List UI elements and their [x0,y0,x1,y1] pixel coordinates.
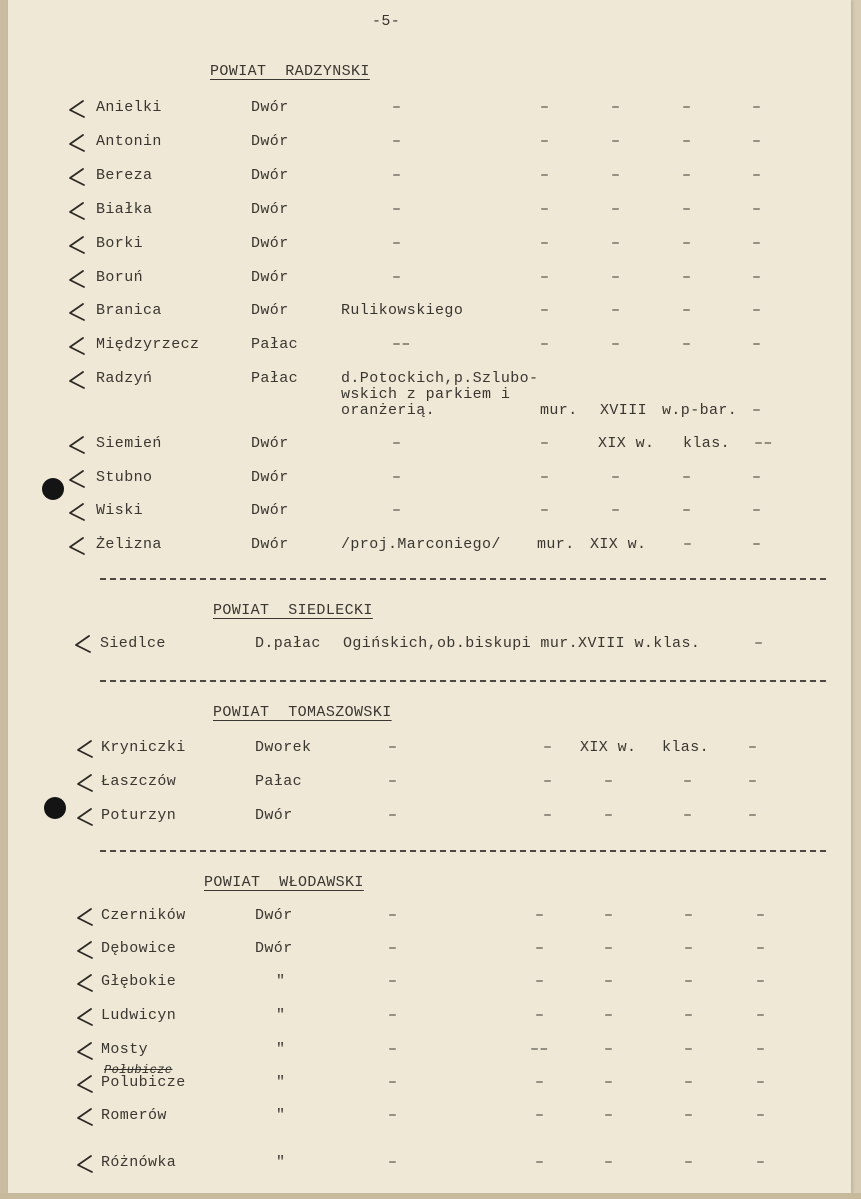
place-name: Białka [96,201,153,218]
description: – [388,739,398,756]
century: – [611,167,621,184]
building-type: Dwór [251,167,289,184]
check-mark-icon [74,1073,96,1095]
description: – [388,907,398,924]
material: – [540,336,550,353]
paper-edge-left [0,0,8,1199]
material: – [535,1107,545,1124]
description: – [388,1007,398,1024]
check-mark-icon [72,633,94,655]
place-name: Międzyrzecz [96,336,200,353]
style: – [682,201,692,218]
remarks: – [752,469,762,486]
building-type: Dwór [255,940,293,957]
place-name: Dębowice [101,940,177,957]
description: – [388,807,398,824]
check-mark-icon [74,772,96,794]
building-type: " [276,1007,286,1024]
material: – [540,469,550,486]
material: – [535,973,545,990]
description: – [392,201,402,218]
style: – [684,907,694,924]
style: – [684,1107,694,1124]
place-name: Żelizna [96,536,162,553]
century: XVIII [600,402,648,419]
building-type: " [276,1041,286,1058]
place-name: Głębokie [101,973,177,990]
check-mark-icon [66,335,88,357]
description: – [392,435,402,452]
century: XIX w. [590,536,647,553]
remarks: – [748,773,758,790]
place-name: Siedlce [100,635,166,652]
material: – [540,99,550,116]
material: – [535,940,545,957]
description: – [392,133,402,150]
remarks: – [748,807,758,824]
century: – [611,469,621,486]
description: – [392,269,402,286]
century: – [604,807,614,824]
check-mark-icon [74,806,96,828]
place-name: Branica [96,302,162,319]
place-name: Różnówka [101,1154,177,1171]
section-divider [100,680,826,682]
remarks: – [752,402,762,419]
material: – [540,302,550,319]
description: – [392,502,402,519]
description: d.Potockich,p.Szlubo- wskich z parkiem i oranżerią. [341,370,539,419]
remarks: –– [754,435,773,452]
punch-hole-icon [42,478,64,500]
remarks: – [754,635,764,652]
remarks: – [752,502,762,519]
page-number: -5- [372,13,401,30]
remarks: – [752,167,762,184]
century: – [611,99,621,116]
building-type: Dwór [251,435,289,452]
description: Rulikowskiego [341,302,464,319]
check-mark-icon [66,200,88,222]
style: – [682,269,692,286]
check-mark-icon [66,166,88,188]
building-type: Dwór [251,469,289,486]
material: – [540,435,550,452]
remarks: – [756,940,766,957]
place-name: Czerników [101,907,186,924]
style: – [682,469,692,486]
style: – [684,1154,694,1171]
style: – [684,1007,694,1024]
building-type: Dwór [251,133,289,150]
remarks: – [752,302,762,319]
check-mark-icon [74,939,96,961]
style: – [684,973,694,990]
check-mark-icon [66,268,88,290]
material: –– [530,1041,549,1058]
section-title: POWIAT TOMASZOWSKI [213,704,392,721]
building-type: " [276,973,286,990]
century: – [611,201,621,218]
description: – [388,1154,398,1171]
place-name: Anielki [96,99,162,116]
check-mark-icon [74,1106,96,1128]
check-mark-icon [66,234,88,256]
description: – [388,973,398,990]
remarks: – [752,99,762,116]
place-name: Kryniczki [101,739,186,756]
description: – [388,940,398,957]
style: – [682,133,692,150]
place-name: Stubno [96,469,153,486]
century: – [611,133,621,150]
description: – [392,167,402,184]
century: – [604,907,614,924]
style: – [683,536,693,553]
place-name: Wiski [96,502,144,519]
style: – [682,336,692,353]
place-name: Boruń [96,269,144,286]
section-title: POWIAT WŁODAWSKI [204,874,364,891]
remarks: – [756,973,766,990]
building-type: Pałac [251,336,299,353]
building-type: D.pałac [255,635,321,652]
check-mark-icon [66,301,88,323]
place-name: Antonin [96,133,162,150]
century: – [604,1074,614,1091]
check-mark-icon [66,535,88,557]
check-mark-icon [74,1153,96,1175]
century: – [604,1041,614,1058]
check-mark-icon [66,369,88,391]
place-name: Siemień [96,435,162,452]
material: – [535,907,545,924]
remarks: – [756,1107,766,1124]
description: – [388,1107,398,1124]
description: – [392,99,402,116]
material: – [543,773,553,790]
remarks: – [756,1041,766,1058]
section-title: POWIAT SIEDLECKI [213,602,373,619]
material: – [535,1074,545,1091]
building-type: Dwór [251,502,289,519]
style: klas. [662,739,710,756]
century: – [604,1107,614,1124]
century: – [611,235,621,252]
material: – [540,133,550,150]
building-type: Dworek [255,739,312,756]
century: – [604,973,614,990]
style: klas. [683,435,731,452]
building-type: Pałac [255,773,303,790]
place-name: Łaszczów [101,773,177,790]
remarks: – [756,1007,766,1024]
building-type: Dwór [255,807,293,824]
century: – [611,302,621,319]
material: – [535,1007,545,1024]
century: – [611,336,621,353]
building-type: " [276,1074,286,1091]
style: – [684,1074,694,1091]
handwritten-correction: Połubicze [104,1063,173,1077]
paper-edge-bottom [0,1193,861,1199]
style: – [682,235,692,252]
remarks: – [756,907,766,924]
description: – [388,1041,398,1058]
remarks: – [752,336,762,353]
remarks: – [752,536,762,553]
check-mark-icon [66,434,88,456]
style: – [683,773,693,790]
material: – [540,235,550,252]
style: w.p-bar. [662,402,738,419]
place-name: Ludwicyn [101,1007,177,1024]
section-title: POWIAT RADZYNSKI [210,63,370,80]
description: – [388,773,398,790]
style: – [682,502,692,519]
material: mur. [540,402,578,419]
material: – [535,1154,545,1171]
building-type: Dwór [251,99,289,116]
place-name: Poturzyn [101,807,177,824]
description: –– [392,336,411,353]
style: – [682,302,692,319]
place-name: Romerów [101,1107,167,1124]
check-mark-icon [74,972,96,994]
remarks: – [752,201,762,218]
style: – [684,1041,694,1058]
check-mark-icon [66,468,88,490]
building-type: " [276,1107,286,1124]
building-type: " [276,1154,286,1171]
material: – [543,739,553,756]
building-type: Dwór [251,536,289,553]
check-mark-icon [74,1006,96,1028]
check-mark-icon [74,738,96,760]
place-name: Borki [96,235,144,252]
style: – [684,940,694,957]
remarks: – [752,133,762,150]
material: – [540,167,550,184]
check-mark-icon [66,98,88,120]
description: – [388,1074,398,1091]
section-divider [100,578,826,580]
building-type: Dwór [251,302,289,319]
place-name: Mosty [101,1041,149,1058]
remarks: – [752,235,762,252]
check-mark-icon [74,1040,96,1062]
material: – [543,807,553,824]
century: – [604,1007,614,1024]
material: – [540,269,550,286]
punch-hole-icon [44,797,66,819]
building-type: Dwór [255,907,293,924]
building-type: Dwór [251,269,289,286]
century: – [611,269,621,286]
century: – [611,502,621,519]
century: XIX w. [580,739,637,756]
building-type: Dwór [251,201,289,218]
style: – [683,807,693,824]
place-name: Polubicze [101,1074,186,1091]
description: – [392,469,402,486]
century: – [604,940,614,957]
building-type: Dwór [251,235,289,252]
building-type: Pałac [251,370,299,387]
place-name: Bereza [96,167,153,184]
remarks: – [748,739,758,756]
check-mark-icon [74,906,96,928]
style: – [682,167,692,184]
place-name: Radzyń [96,370,153,387]
description: Ogińskich,ob.biskupi mur.XVIII w.klas. [343,635,701,652]
check-mark-icon [66,501,88,523]
remarks: – [756,1074,766,1091]
section-divider [100,850,826,852]
century: – [604,1154,614,1171]
remarks: – [756,1154,766,1171]
century: XIX w. [598,435,655,452]
style: – [682,99,692,116]
remarks: – [752,269,762,286]
material: – [540,502,550,519]
check-mark-icon [66,132,88,154]
material: mur. [537,536,575,553]
century: – [604,773,614,790]
description: /proj.Marconiego/ [341,536,501,553]
material: – [540,201,550,218]
description: – [392,235,402,252]
